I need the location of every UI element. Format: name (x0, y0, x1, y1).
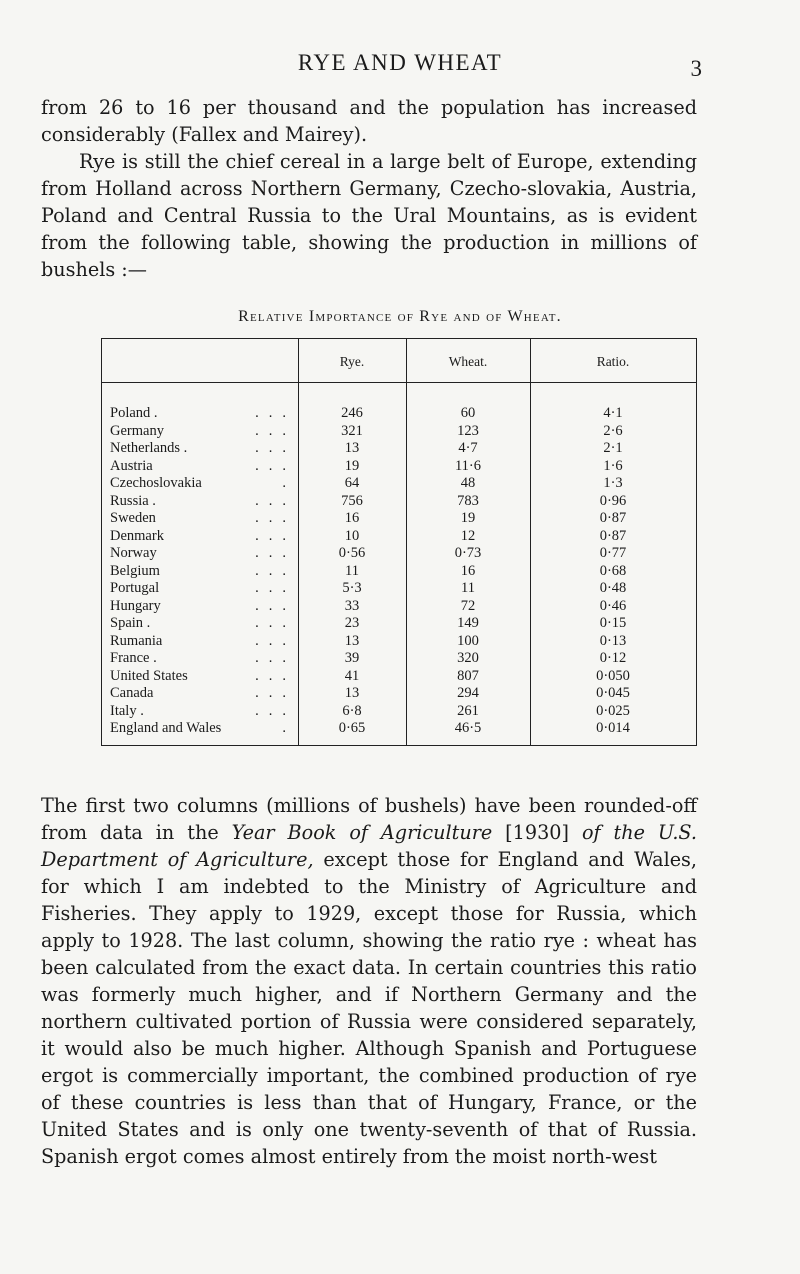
wheat-cell: 72 (460, 597, 476, 614)
paragraph-3-text-2: [1930] (492, 821, 582, 844)
leader-dots: ... (255, 562, 296, 579)
leader-dots: ... (255, 440, 296, 456)
ratio-cell: 0·12 (599, 650, 627, 666)
country-cell: Austria (110, 457, 153, 474)
ratio-cell: 0·045 (596, 685, 630, 701)
table-row (102, 458, 696, 476)
wheat-cell: 123 (457, 422, 479, 439)
table-row (102, 423, 696, 441)
column-header-ratio: Ratio. (596, 354, 630, 369)
ratio-cell: 0·68 (599, 562, 627, 579)
rye-cell: 23 (344, 615, 360, 631)
wheat-cell: 149 (457, 615, 479, 631)
country-cell: Norway (110, 545, 157, 561)
leader-dots: ... (255, 632, 296, 649)
leader-dots: ... (255, 597, 296, 614)
leader-dots: ... (255, 615, 296, 631)
rye-cell: 16 (344, 510, 360, 526)
country-cell: Czechoslovakia (110, 475, 202, 491)
table-row (102, 615, 696, 633)
ratio-cell: 0·025 (596, 702, 630, 719)
wheat-cell: 11 (461, 580, 475, 596)
header-divider (102, 382, 696, 383)
table-row (102, 598, 696, 616)
country-cell: United States (110, 667, 188, 684)
rye-cell: 6·8 (342, 702, 362, 719)
ratio-cell: 1·6 (603, 457, 623, 474)
table-row (102, 650, 696, 668)
paragraph-1: from 26 to 16 per thousand and the population has increased considerably (Fallex and Mairey). (41, 96, 697, 146)
country-cell: Russia . (110, 492, 156, 509)
wheat-cell: 261 (457, 702, 479, 719)
table-row (102, 545, 696, 563)
leader-dots: ... (255, 422, 296, 439)
rye-cell: 0·56 (338, 545, 366, 561)
leader-dots: ... (255, 405, 296, 421)
production-table (101, 338, 697, 746)
wheat-cell: 19 (460, 510, 476, 526)
leader-dots: . (282, 720, 296, 736)
table-body (102, 405, 696, 738)
leader-dots: ... (255, 685, 296, 701)
rye-cell: 246 (341, 405, 363, 421)
wheat-cell: 46·5 (454, 720, 482, 736)
country-cell: Netherlands . (110, 440, 188, 456)
rye-cell: 11 (345, 562, 359, 579)
table-row (102, 668, 696, 686)
ratio-cell: 0·014 (596, 720, 630, 736)
wheat-cell: 0·73 (454, 545, 482, 561)
country-cell: Sweden (110, 510, 156, 526)
wheat-cell: 294 (457, 685, 479, 701)
column-header-wheat: Wheat. (448, 354, 488, 369)
ratio-cell: 0·46 (599, 597, 627, 614)
ratio-cell: 2·1 (603, 440, 623, 456)
ratio-cell: 0·15 (599, 615, 627, 631)
ratio-cell: 0·87 (599, 527, 627, 544)
ratio-cell: 0·96 (599, 492, 627, 509)
paragraph-3 (41, 792, 697, 1170)
ratio-cell: 0·13 (599, 632, 627, 649)
ratio-cell: 2·6 (603, 422, 623, 439)
table-row (102, 510, 696, 528)
wheat-cell: 16 (460, 562, 476, 579)
country-cell: Poland . (110, 405, 158, 421)
country-cell: Italy . (110, 702, 144, 719)
country-cell: Belgium (110, 562, 160, 579)
leader-dots: ... (255, 457, 296, 474)
leader-dots: . (282, 475, 296, 491)
wheat-cell: 11·6 (454, 457, 482, 474)
country-cell: Hungary (110, 597, 161, 614)
ratio-cell: 0·48 (599, 580, 627, 596)
ratio-cell: 0·87 (599, 510, 627, 526)
wheat-cell: 100 (457, 632, 479, 649)
country-cell: Germany (110, 422, 164, 439)
ratio-cell: 0·77 (599, 545, 627, 561)
table-row (102, 720, 696, 738)
table-row (102, 685, 696, 703)
wheat-cell: 4·7 (458, 440, 478, 456)
book-title: Year Book of Agriculture (231, 821, 493, 844)
table-row (102, 633, 696, 651)
country-cell: France . (110, 650, 157, 666)
page-number: 3 (690, 56, 702, 81)
wheat-cell: 60 (460, 405, 476, 421)
paragraph-3-text-3: except those for England and Wales, for which I am indebted to the Ministry of Agriculture and Fisheries. They apply to 1929, except those for Russia, which apply to 1928. The last column, showing the ratio rye : wheat has been calculated from the exact data. In certain countries this ratio was formerly much higher, and if Northern Germany and the northern cultivated portion of Russia were considered separately, it would also be much higher. Although Spanish and Portuguese ergot is commercially important, the combined production of rye of these countries is less than that of Hungary, France, or the United States and is only one twenty-seventh of that of Russia. Spanish ergot comes almost entirely from the moist north-west (41, 848, 698, 1168)
leader-dots: ... (255, 667, 296, 684)
wheat-cell: 320 (457, 650, 479, 666)
rye-cell: 13 (344, 440, 360, 456)
column-header-rye: Rye. (339, 354, 365, 369)
table-row (102, 493, 696, 511)
leader-dots: ... (255, 580, 296, 596)
paragraph-2: Rye is still the chief cereal in a large belt of Europe, extending from Holland across Northern Germany, Czecho-slovakia, Austria, Poland and Central Russia to the Ural Mountains, as is evident from the following table, showing the production in millions of bushels :— (41, 150, 697, 281)
wheat-cell: 48 (460, 475, 476, 491)
table-caption: Relative Importance of Rye and of Wheat. (238, 308, 562, 325)
wheat-cell: 807 (457, 667, 479, 684)
table-row (102, 703, 696, 721)
leader-dots: ... (255, 492, 296, 509)
department-name: of the U.S. Department of Agriculture, (41, 821, 697, 871)
rye-cell: 321 (341, 422, 363, 439)
table-row (102, 563, 696, 581)
country-cell: Spain . (110, 615, 151, 631)
table-row (102, 440, 696, 458)
leader-dots: ... (255, 702, 296, 719)
rye-cell: 756 (341, 492, 363, 509)
wheat-cell: 783 (457, 492, 479, 509)
table-row (102, 580, 696, 598)
paragraph-3-text-1: The first two columns (millions of bushels) have been rounded-off from data in the (41, 794, 697, 844)
rye-cell: 13 (344, 632, 360, 649)
running-title: RYE AND WHEAT (297, 50, 503, 75)
country-cell: Portugal (110, 580, 160, 596)
table-row (102, 405, 696, 423)
country-cell: Rumania (110, 632, 163, 649)
ratio-cell: 4·1 (603, 405, 623, 421)
leader-dots: ... (255, 527, 296, 544)
rye-cell: 41 (344, 667, 360, 684)
ratio-cell: 0·050 (596, 667, 630, 684)
rye-cell: 0·65 (338, 720, 366, 736)
country-cell: England and Wales (110, 720, 222, 736)
table-row (102, 475, 696, 493)
table-row (102, 528, 696, 546)
wheat-cell: 12 (460, 527, 476, 544)
ratio-cell: 1·3 (603, 475, 623, 491)
rye-cell: 64 (344, 475, 360, 491)
rye-cell: 5·3 (342, 580, 362, 596)
leader-dots: ... (255, 510, 296, 526)
country-cell: Denmark (110, 527, 164, 544)
rye-cell: 39 (344, 650, 360, 666)
page-header (0, 46, 800, 82)
rye-cell: 33 (344, 597, 360, 614)
leader-dots: ... (255, 545, 296, 561)
rye-cell: 10 (344, 527, 360, 544)
country-cell: Canada (110, 685, 154, 701)
rye-cell: 19 (344, 457, 360, 474)
rye-cell: 13 (344, 685, 360, 701)
leader-dots: ... (255, 650, 296, 666)
